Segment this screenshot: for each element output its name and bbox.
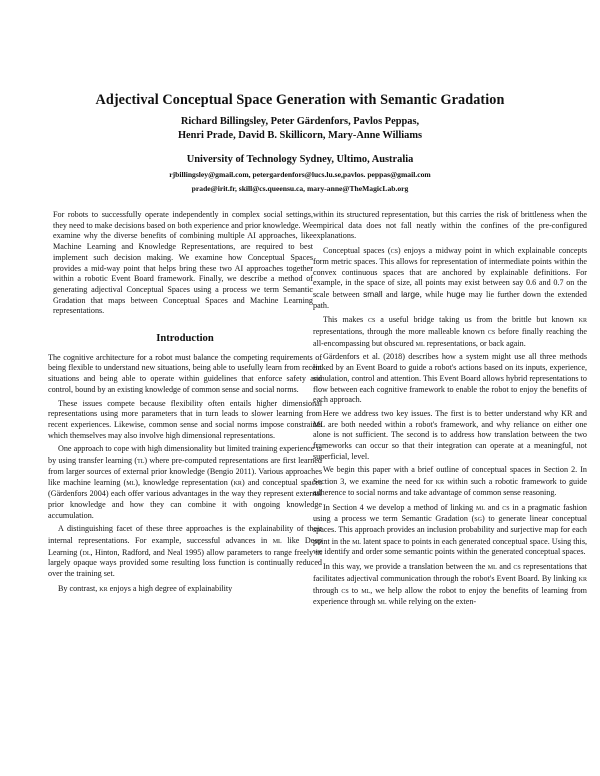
paragraph <box>48 444 322 521</box>
text-run: may lie further down the extended path. <box>313 289 587 310</box>
acronym: ml <box>476 501 486 512</box>
text-run: through <box>313 585 342 595</box>
acronym: sg <box>474 513 482 524</box>
text-run: and <box>496 562 514 572</box>
text-run: before finally reaching the all-encompassing but obscured <box>313 327 588 348</box>
paragraph: These issues compete because flexibility often entails higher dimensional representations using more parameters that in turn leads to slower learning from recent experiences. Likewise, common sense and social norms impose constraints which themselves may also involve high dimensional representations. <box>48 398 322 440</box>
paragraph: The cognitive architecture for a robot must balance the competing requirements of being flexible to understand new situations, being able to usefully learn from recent situations and being able to operate within guidelines that enforce safety and control, bound by an existing knowledge of common sense and social norms. <box>48 352 322 394</box>
paragraph: within its structured representation, but this carries the risk of brittleness when the empirical data does not fall neatly within the confines of the pre-configured explanations. <box>313 210 587 241</box>
text-run: latent space to points in each generated conceptual space. Using this, we identify and order some semantic points within the generated conceptual spaces. <box>313 536 588 557</box>
email-line-2: prade@irit.fr, skill@cs.queensu.ca, mary-anne@TheMagicLab.org <box>191 184 409 193</box>
text-run: ) to generate linear conceptual spaces. This approach provides an inclusion probability and surjective map for each point in the <box>313 514 587 546</box>
acronym: cs <box>341 584 349 595</box>
term: huge <box>446 288 466 299</box>
paragraph <box>313 502 587 559</box>
email-list <box>0 168 600 196</box>
term: large <box>401 288 420 299</box>
right-column <box>313 210 587 608</box>
text-run: representations, or back again. <box>424 338 526 348</box>
text-run: while relying on the exten- <box>386 597 477 607</box>
text-run: within such a robotic framework to guide adherence to social norms and take advantage of common sense reasoning. <box>313 477 587 497</box>
text-run: In Section 4 we develop a method of linking <box>323 502 477 512</box>
email-line-1: rjbillingsley@gmail.com, petergardenfors@lucs.lu.se,pavlos. peppas@gmail.com <box>169 170 431 179</box>
acronym: tl <box>137 455 145 466</box>
paragraph <box>313 245 587 311</box>
acronym: kr <box>578 572 587 583</box>
acronym: ml <box>272 534 282 545</box>
acronym: ml <box>487 561 497 572</box>
text-run: , we help allow the robot to enjoy the benefits of learning from experience through <box>313 585 587 607</box>
text-run: This makes <box>323 315 369 325</box>
text-run: One approach to cope with high dimensionality but limited training experience is by using transfer learning ( <box>48 444 322 466</box>
acronym: dl <box>82 546 91 557</box>
text-run: ), knowledge representation ( <box>135 478 234 488</box>
text-run: like Deep Learning ( <box>48 535 323 557</box>
affiliation: University of Technology Sydney, Ultimo, Australia <box>186 154 414 165</box>
author-line-1: Richard Billingsley, Peter Gärdenfors, Pavlos Peppas, <box>180 116 420 127</box>
text-run: , Hinton, Radford, and Neal 1995) allow parameters to range freely in largely opaque ways provided some resulting loss function is continually reduced over the training set. <box>48 547 322 579</box>
paragraph <box>313 314 587 349</box>
text-run: in a pragmatic fashion using a process we term Semantic Gradation ( <box>313 502 587 524</box>
text-run: enjoys a high degree of explainability <box>107 583 233 593</box>
acronym: kr <box>233 477 242 488</box>
text-run: and <box>485 502 503 512</box>
text-run: In this way, we provide a translation between the <box>323 562 488 572</box>
term: small <box>363 288 383 299</box>
text-run: A distinguishing facet of these three approaches is the explainability of their internal representations. For example, successful advances in <box>48 524 322 545</box>
acronym: ml <box>361 584 371 595</box>
text-run: ) and conceptual spaces (Gärdenfors 2004) each offer various advantages in the way they represent external prior knowledge and how they can combine it with ongoing knowledge accumulation. <box>48 478 322 520</box>
text-run: We begin this paper with a brief outline of conceptual spaces in Section 2. In Section 3, we examine the need for <box>313 465 587 487</box>
acronym: kr <box>435 476 445 487</box>
paragraph <box>313 561 587 608</box>
acronym: kr <box>99 582 108 593</box>
paragraph <box>313 465 587 498</box>
text-run: representations, through the more malleable known <box>313 327 488 337</box>
text-run: to <box>348 585 362 595</box>
text-run: a useful bridge taking us from the brittle but known <box>375 315 579 325</box>
paragraph: Gärdenfors et al. (2018) describes how a system might use all three methods linked by an Event Board to guide a robot's actions based on its inputs, experience, simulation, control and attention. This Event Board allows hybrid representations to flow between each cognitive framework to enable the robot to enjoy the benefits of each approach. <box>313 352 587 405</box>
text-run: ) where pre-computed representations are first learned from larger sources of external prior knowledge (Bengio 2011). Various approaches like machine learning ( <box>48 456 322 488</box>
paragraph <box>48 524 322 580</box>
acronym: cs <box>502 501 510 512</box>
left-column <box>48 210 322 595</box>
acronym: ml <box>126 477 136 488</box>
author-line-2: Henri Prade, David B. Skillicorn, Mary-Anne Williams <box>177 129 423 141</box>
acronym: cs <box>487 326 496 337</box>
text-run: ) enjoys a midway point in which explainable concepts form metric spaces. This allows for representation of intermediate points within the convex continuous spaces that are anchored by explainable definitions. For example, in the space of size, all points may exist between say 0.6 and 0.7 on the scale between <box>313 246 587 299</box>
text-run: representations that facilitates adjectival communication through the robot's Event Board. By linking <box>313 562 587 583</box>
acronym: cs <box>368 314 376 325</box>
paragraph <box>48 583 322 595</box>
text-run: , while <box>419 289 447 299</box>
text-run: Conceptual spaces ( <box>323 246 391 256</box>
paper-title: Adjectival Conceptual Space Generation with Semantic Gradation <box>95 92 505 108</box>
abstract: For robots to successfully operate independently in complex social settings, they need to make decisions based on both experience and prior knowledge. We examine why the diverse benefits of combining multiple AI approaches, like Machine Learning and Knowledge Representations, are required to best implement such decision making. We examine how Conceptual Spaces provides a mid-way point that helps bring these two AI approaches together within a robotic Event Board framework. Finally, we describe a method of generating adjectival Conceptual Spaces using a process we term Semantic Gradation that maps between Conceptual Spaces and Machine Learning representations. <box>53 210 313 316</box>
acronym: ml <box>352 535 362 546</box>
text-run: By contrast, <box>58 583 100 593</box>
acronym: cs <box>513 561 521 572</box>
section-heading-introduction: Introduction <box>156 333 214 345</box>
author-list <box>0 115 600 142</box>
acronym: kr <box>578 314 587 325</box>
paragraph: Here we address two key issues. The first is to better understand why KR and ML are both needed within a robot's framework, and why reliance on either one alone is not sufficient. The second is to address how translation between the two frameworks can occur so that their integration can operate at a meaningful, not superficial, level. <box>313 408 587 461</box>
acronym: ml <box>377 596 387 607</box>
acronym: cs <box>390 245 398 256</box>
acronym: ml <box>415 337 425 348</box>
text-run: and <box>382 289 402 299</box>
